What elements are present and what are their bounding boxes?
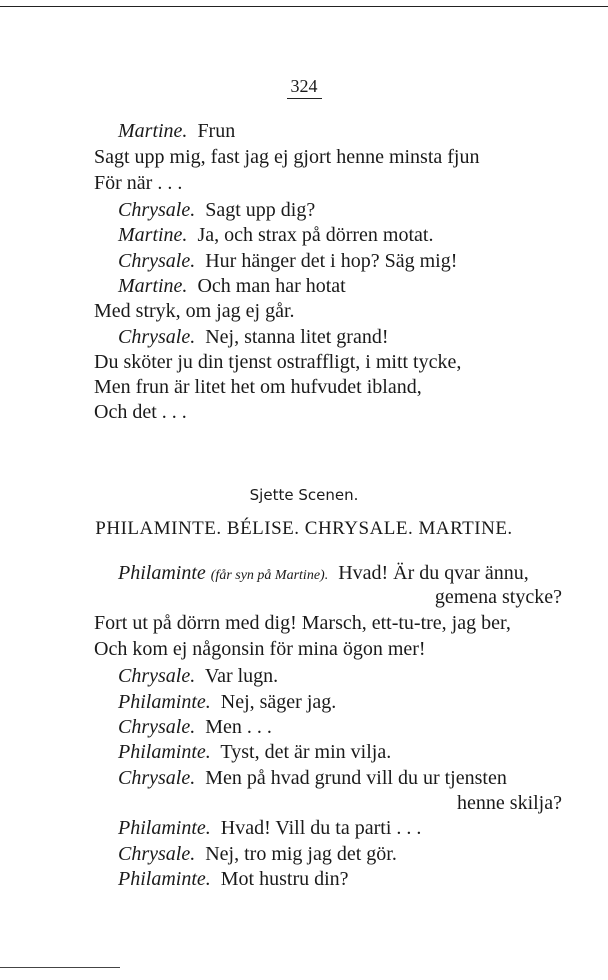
speaker-name: Philaminte. [118, 741, 211, 763]
line-text: Frun [197, 120, 236, 142]
line-text: Var lugn. [204, 665, 279, 687]
dialogue-line [118, 714, 272, 740]
dialogue-line [118, 222, 433, 248]
speaker-name: Chrysale. [118, 843, 196, 865]
page-top-edge [0, 6, 608, 7]
dialogue-line [118, 765, 507, 791]
dialogue-line [457, 790, 562, 816]
line-text: Sagt upp mig, fast jag ej gjort henne minsta fjun [94, 146, 480, 168]
dialogue-line [118, 663, 278, 689]
speaker-name: Philaminte. [118, 868, 211, 890]
line-text: Nej, säger jag. [220, 691, 337, 713]
speaker-name: Martine. [118, 275, 188, 297]
line-text: Men på hvad grund vill du ur tjensten [205, 767, 507, 789]
dialogue-line [94, 144, 480, 170]
dialogue-line [435, 584, 562, 610]
dialogue-line [118, 248, 457, 274]
line-text: Nej, stanna litet grand! [205, 326, 389, 348]
speaker-name: Philaminte. [118, 817, 211, 839]
line-text: Tyst, det är min vilja. [220, 741, 392, 763]
dialogue-line [94, 399, 187, 425]
line-text: Fort ut på dörrn med dig! Marsch, ett-tu-tre, jag ber, [94, 612, 511, 634]
dialogue-line [94, 610, 511, 636]
line-text: Och man har hotat [197, 275, 346, 297]
line-text: Med stryk, om jag ej går. [94, 300, 295, 322]
speaker-name: Martine. [118, 120, 188, 142]
line-text: För när . . . [94, 172, 183, 194]
speaker-name: Philaminte. [118, 691, 211, 713]
line-text: Och det . . . [94, 401, 187, 423]
scene-title: Sjette Scenen. [249, 486, 359, 504]
line-text: Du sköter ju din tjenst ostraffligt, i mitt tycke, [94, 351, 462, 373]
dialogue-line [94, 374, 422, 400]
line-text: Nej, tro mig jag det gör. [205, 843, 397, 865]
line-text: Hvad! Vill du ta parti . . . [220, 817, 422, 839]
cast-list: PHILAMINTE. BÉLISE. CHRYSALE. MARTINE. [95, 518, 513, 539]
speaker-name: Chrysale. [118, 326, 196, 348]
dialogue-line [118, 866, 349, 892]
dialogue-line [118, 273, 346, 299]
page-number: 324 [0, 76, 608, 97]
dialogue-line [118, 197, 315, 223]
dialogue-line [118, 324, 389, 350]
line-text: Men frun är litet het om hufvudet ibland, [94, 376, 422, 398]
line-text: gemena stycke? [434, 586, 562, 608]
line-text: Ja, och strax på dörren motat. [197, 224, 434, 246]
line-text: Men . . . [205, 716, 272, 738]
line-text: Mot hustru din? [220, 868, 349, 890]
line-text: Hur hänger det i hop? Säg mig! [205, 250, 458, 272]
speaker-name: Martine. [118, 224, 188, 246]
line-text: henne skilja? [457, 792, 562, 814]
speaker-name: Chrysale. [118, 716, 196, 738]
dialogue-line [118, 739, 391, 765]
speaker-name: Philaminte [118, 562, 206, 584]
stage-direction: (får syn på Martine). [210, 568, 329, 583]
line-text: Och kom ej någonsin för mina ögon mer! [94, 638, 426, 660]
dialogue-line [118, 841, 397, 867]
line-text: Hvad! Är du qvar ännu, [338, 562, 529, 584]
speaker-name: Chrysale. [118, 199, 196, 221]
dialogue-line [118, 815, 421, 841]
page-bottom-edge [0, 967, 120, 968]
dialogue-line [118, 118, 235, 144]
speaker-name: Chrysale. [118, 250, 196, 272]
speaker-name: Chrysale. [118, 767, 196, 789]
speaker-name: Chrysale. [118, 665, 196, 687]
line-text: Sagt upp dig? [205, 199, 316, 221]
dialogue-line [94, 349, 461, 375]
dialogue-line [94, 636, 426, 662]
dialogue-line [94, 170, 182, 196]
dialogue-line [118, 689, 336, 715]
dialogue-line [94, 298, 295, 324]
